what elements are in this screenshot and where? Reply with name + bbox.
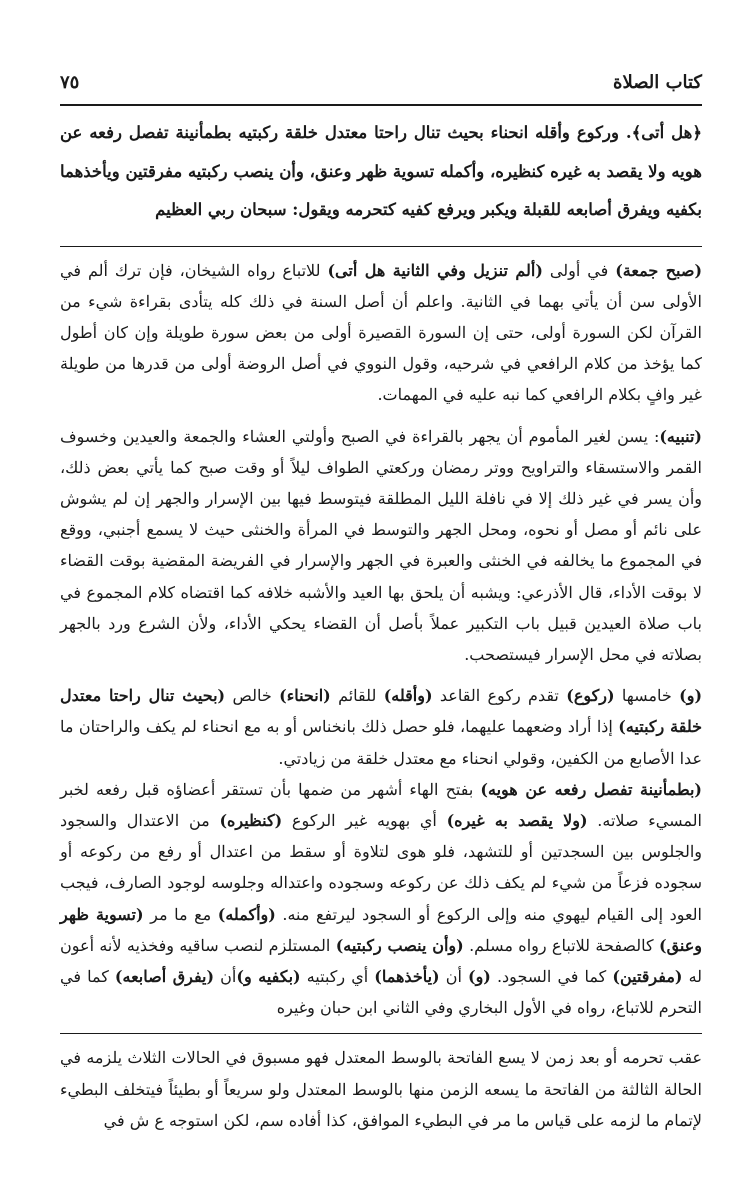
footnote-paragraph: عقب تحرمه أو بعد زمن لا يسع الفاتحة بالوسط المعتدل فهو مسبوق في الحالات الثلاث يلزمه في الحالة الثالثة من الفاتحة ما يسعه الزمن منها بالوسط المعتدل ولو سريعاً أو بطيئاً فيتخلف البطيء لإتمام ما لزمه على قياس ما مر في البطيء الموافق، كذا أفاده سم، لكن استوجه ع ش في bbox=[60, 1048, 702, 1131]
running-header bbox=[60, 72, 702, 106]
commentary-paragraph-2: (تنبيه): يسن لغير المأموم أن يجهر بالقراءة في الصبح وأولتي العشاء والجمعة والعيدين وخسوف القمر والاستسقاء والتراويح ووتر رمضان وركعتي الطواف ليلاً أو وقت صبح كما يأتي بعض ذلك، وأن يسر في غير ذلك إلا في نافلة الليل المطلقة فيتوسط فيها بين الإسرار والجهر إن لم يشوش على نائم أو مصل أو نحوه، ومحل الجهر والتوسط في المرأة والخنثى حيث لا يسمع أجنبي، ووقع في المجموع ما يخالفه في الخنثى والعبرة في الجهر والإسرار في الفريضة المقضية بوقت القضاء لا بوقت الأداء، قال الأذرعي: ويشبه أن يلحق بها العيد والأشبه خلافه كما اقتضاه كلام المجموع في باب صلاة العيدين قبيل باب التكبير عملاً بأصل أن القضاء يحكي الأداء، ولأن الشرع ورد بالجهر بصلاته في محل الإسرار فيستصحب. bbox=[60, 426, 702, 664]
footnote-separator bbox=[60, 1033, 702, 1034]
commentary-paragraph-1: (صبح جمعة) في أولى (ألم تنزيل وفي الثانية هل أتى) للاتباع رواه الشيخان، فإن ترك ألم في الأولى سن أن يأتي بهما في الثانية. واعلم أن أصل السنة في ذلك كله يتأدى بقراءة شيء من القرآن لكن السورة أولى، حتى إن السورة القصيرة أولى من بعض سورة طويلة وإن كان أطول كما يؤخذ من كلام الرافعي في شرحيه، وقول النووي في أصل الروضة أولى من قدرها من طويلة غير وافٍ بكلام الرافعي كما نبه عليه في المهمات. bbox=[60, 260, 703, 405]
page-number: ٧٥ bbox=[60, 72, 80, 93]
book-page bbox=[60, 72, 702, 1137]
main-text-paragraph: ﴿هل أتى﴾. وركوع وأقله انحناء بحيث تنال راحتا معتدل خلقة ركبتيه بطمأنينة تفصل رفعه عن هويه ولا يقصد به غيره كنظيره، وأكمله تسوية ظهر وعنق، وأن ينصب ركبتيه مفرقتين ويأخذهما بكفيه ويفرق أصابعه للقبلة ويكبر ويرفع كفيه كتحرمه ويقول: سبحان ربي العظيم bbox=[60, 123, 702, 219]
commentary-paragraph-3: (و) خامسها (ركوع) تقدم ركوع القاعد (وأقله) للقائم (انحناء) خالص (بحيث تنال راحتا معتدل خلقة ركبتيه) إذا أراد وضعهما عليهما، فلو حصل ذلك بانخناس أو به مع انحناء لم يكف والراحتان ما عدا الأصابع من الكفين، وقولي انحناء مع معتدل خلقة من زيادتي. bbox=[60, 686, 703, 768]
commentary-paragraph-4: (بطمأنينة تفصل رفعه عن هويه) بفتح الهاء أشهر من ضمها بأن تستقر أعضاؤه قبل رفعه لخبر المسيء صلاته. (ولا يقصد به غيره) أي بهويه غير الركوع (كنظيره) من الاعتدال والسجود والجلوس بين السجدتين أو للتشهد، فلو هوى لتلاوة أو سقط من اعتدال أو رفع من ركوعه أو سجوده فزعاً من شيء لم يكف ذلك عن ركوعه وسجوده واعتداله وجلوسه لوجود الصارف، فيجب العود إلى القيام ليهوي منه وإلى الركوع أو السجود ليرتفع منه. (وأكمله) مع ما مر (تسوية ظهر وعنق) كالصفحة للاتباع رواه مسلم. (وأن ينصب ركبتيه) المستلزم لنصب ساقيه وفخذيه لأنه أعون له (مفرقتين) كما في السجود. (و) أن (يأخذهما) أي ركبتيه (بكفيه و)أن (يفرق أصابعه) كما في التحرم للاتباع، رواه في الأول البخاري وفي الثاني ابن حبان وغيره bbox=[60, 779, 703, 1018]
chapter-title: كتاب الصلاة bbox=[613, 72, 702, 93]
main-text-block bbox=[60, 114, 702, 230]
separator-rule bbox=[60, 246, 702, 247]
footnote-block bbox=[60, 1042, 702, 1137]
commentary-block bbox=[60, 255, 702, 1024]
